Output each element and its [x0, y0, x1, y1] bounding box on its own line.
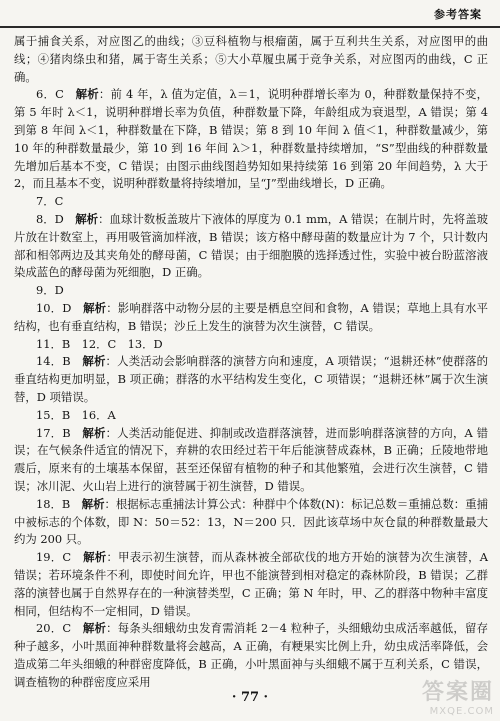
paragraph-text: 19．C	[36, 550, 84, 565]
answer-paragraph	[14, 549, 488, 620]
paragraph-text: 15．B 16．A	[36, 407, 116, 422]
paragraph-text: ：血球计数板盖玻片下液体的厚度为 0.1 mm，A 错误；在制片时，先将盖玻片放在计数室上，再用吸管滴加样液，B 错误；该方格中酵母菌的数量应计为 7 个，只计数内部和相邻两边及其夹角处的酵母菌，C 错误；由于细胞膜的选择透过性，实验中被台盼蓝溶液染成蓝色的酵母菌为死细胞，D 正确。	[14, 211, 488, 280]
answer-paragraph	[14, 425, 488, 496]
paragraph-text: 11．B 12．C 13．D	[36, 336, 163, 351]
analysis-label: 解析	[83, 550, 107, 565]
analysis-label: 解析	[83, 300, 107, 315]
answer-paragraph	[14, 33, 488, 86]
paragraph-text: 18．B	[36, 496, 82, 511]
paragraph-text: ：人类活动能促进、抑制或改造群落演替，进而影响群落演替的方向，A 错误；在气候条件适宜的情况下，弃耕的农田经过若干年后能演替成森林，B 正确；丘陵地带地震后，原来有的土壤基本保留，甚至还保留有植物的种子和其他繁殖，会进行次生演替，C 错误；冰川泥、火山岩上进行的演替属于初生演替，D 错误。	[14, 425, 488, 493]
paragraph-text: ：人类活动会影响群落的演替方向和速度，A 项错误；“退耕还林”使群落的垂直结构更加明显，B 项正确；群落的水平结构发生变化，C 项错误；“退耕还林”属于次生演替，D 项错误。	[14, 354, 488, 404]
answer-paragraph	[14, 620, 488, 691]
paragraph-text: ：前 4 年，λ 值为定值，λ＝1，说明种群增长率为 0，种群数量保持不变，第 5 年时 λ＜1，说明种群增长率为负值，种群数量下降，年龄组成为衰退型，A 错误；第 4 到第 8 年间 λ＜1，种群数量在下降，B 错误；第 8 到 10 年间 λ 值＜1，种群数量减少，第 10 年的种群数量最少，第 10 到 16 年间 λ＞1，种群数量持续增加，“S”型曲线的种群数量先增加后基本不变，C 错误；由图示曲线图趋势知如果持续第 16 到第 20 年间趋势，λ 大于 2，而且基本不变，说明种群数量将持续增加，呈“J”型曲线增长，D 正确。	[14, 87, 488, 191]
paragraph-text: 20．C	[36, 621, 83, 636]
header-rule	[0, 26, 500, 28]
paragraph-text: 17．B	[36, 425, 83, 440]
paragraph-text: 8．D	[36, 211, 76, 226]
page-header: 参考答案	[434, 8, 482, 21]
analysis-label: 解析	[82, 425, 106, 440]
analysis-label: 解析	[82, 621, 107, 636]
answer-paragraph	[14, 211, 488, 282]
paragraph-text: 14．B	[36, 354, 83, 369]
paragraph-text: 9．D	[36, 283, 64, 298]
answer-paragraph	[14, 86, 488, 193]
paragraph-text: 6．C	[36, 87, 76, 102]
answer-paragraph	[14, 282, 488, 300]
paragraph-text: ：甲表示初生演替，而从森林被全部砍伐的地方开始的演替为次生演替，A 错误；若环境条件不利，即使时间允许，甲也不能演替到相对稳定的森林阶段，B 错误；乙群落的演替也属于自然界存在的一种演替类型，C 正确；第 N 年时，甲、乙的群落中物种丰富度相同，但结构不一定相同，D 错误。	[14, 550, 488, 618]
answer-paragraph	[14, 407, 488, 425]
watermark-logo	[422, 675, 494, 717]
paragraph-text: ：影响群落中动物分层的主要是栖息空间和食物，A 错误；草地上具有水平结构，也有垂直结构，B 错误；沙丘上发生的演替为次生演替，C 错误。	[14, 300, 488, 333]
analysis-label: 解析	[82, 354, 106, 369]
paragraph-text: ：根据标志重捕法计算公式：种群中个体数(N)：标记总数＝重捕总数：重捕中被标志的个体数，即 N：50＝52：13，N＝200 只．因此该草场中灰仓鼠的种群数量最大约为 200 只。	[14, 496, 488, 547]
paragraph-text: ：每条头细蛾幼虫发育需消耗 2－4 粒种子，头细蛾幼虫成活率越低，留存种子越多，小叶黑面神种群数量将会越高，A 正确，有粳果实比例上升，幼虫成活率降低，会造成第二年头细蛾的种群密度降低，B 正确，小叶黑面神与头细蛾不属于互利关系，C 错误，调查植物的种群密度应采用	[14, 621, 488, 689]
analysis-label: 解析	[81, 496, 105, 511]
answer-paragraph	[14, 496, 488, 549]
paragraph-text: 10．D	[36, 300, 84, 315]
paragraph-text: 7．C	[36, 194, 64, 209]
watermark-url: MXQE.COM	[429, 706, 494, 717]
watermark-text: 答案圈	[421, 680, 494, 705]
analysis-label: 解析	[75, 87, 99, 102]
page-number: · 77 ·	[231, 690, 269, 705]
analysis-label: 解析	[75, 211, 99, 226]
answer-paragraph	[14, 353, 488, 406]
answer-body	[14, 33, 488, 691]
answer-paragraph	[14, 336, 488, 354]
answer-paragraph	[14, 193, 488, 211]
paragraph-text: 属于捕食关系，对应图乙的曲线；③豆科植物与根瘤菌，属于互利共生关系，对应图甲的曲线；④猪肉绦虫和猪，属于寄生关系；⑤大小草履虫属于竞争关系，对应图丙的曲线，C 正确。	[14, 34, 488, 84]
answer-paragraph	[14, 300, 488, 336]
